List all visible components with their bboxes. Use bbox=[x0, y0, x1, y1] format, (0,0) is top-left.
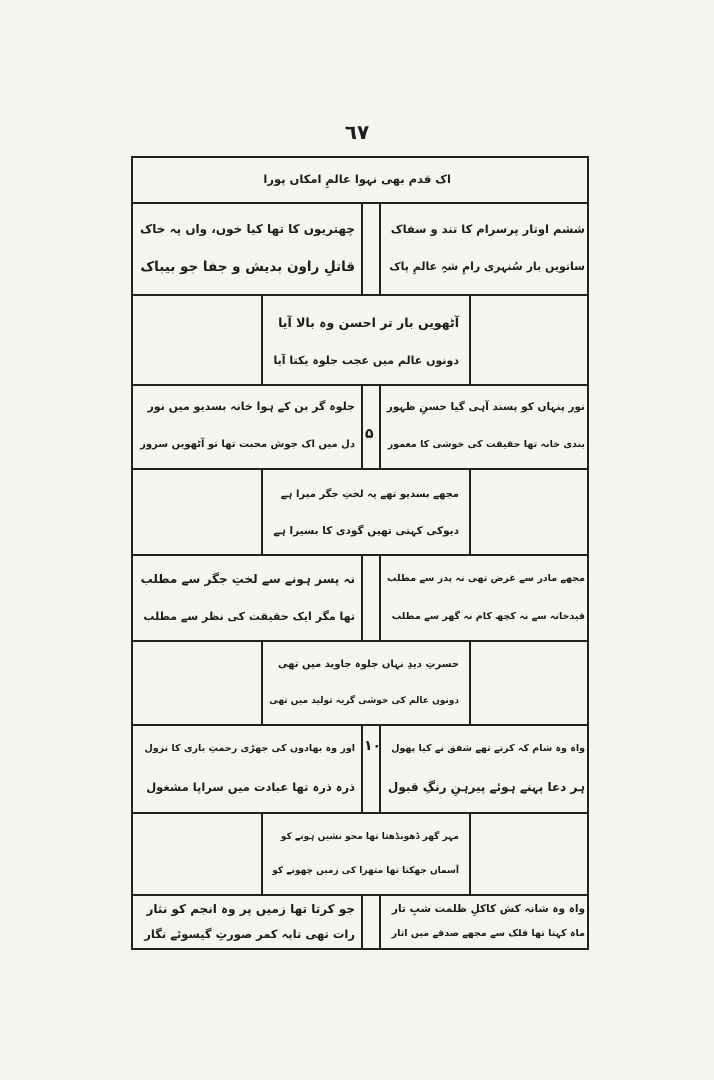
verse-line-right: ماہ کہتا تھا فلک سے مجھے صدقے میں اتار bbox=[391, 928, 585, 939]
verse-row-1 bbox=[133, 158, 587, 204]
verse-line-left: چھتریوں کا تھا کیا خوں، واں پہ خاک bbox=[139, 222, 355, 236]
verse-line-left: تھا مگر ایک حقیقت کی نظر سے مطلب bbox=[143, 610, 355, 623]
verse-number: ۵ bbox=[365, 426, 374, 442]
verse-line: مہر گھر ڈھونڈھتا تھا محو نشیں ہونے کو bbox=[280, 832, 459, 842]
verse-line: حسرتِ دیدِ نہاں جلوہ جاوید میں تھی bbox=[278, 659, 459, 670]
verse-line: اک قدم بھی نہوا عالمِ امکاں پورا bbox=[263, 172, 451, 186]
column-divider bbox=[261, 642, 263, 724]
verse-line-right: نور پنہاں کو پسند آہی گیا حسنِ ظہور bbox=[386, 401, 585, 413]
verse-row-8 bbox=[133, 726, 587, 814]
verse-line-right: مجھے مادر سے غرض تھی نہ پدر سے مطلب bbox=[387, 573, 585, 584]
verse-row-9 bbox=[133, 814, 587, 896]
verse-line-left: قاتلِ راون بدیش و جفا جو بیباک bbox=[140, 259, 355, 275]
page-number: ٦٧ bbox=[344, 120, 370, 144]
verse-row-5 bbox=[133, 470, 587, 556]
verse-line-left: جو کرتا تھا زمیں پر وہ انجم کو نثار bbox=[146, 902, 355, 916]
column-divider bbox=[361, 386, 363, 468]
verse-line-right: بندی خانہ تھا حقیقت کی خوشی کا معمور bbox=[387, 439, 585, 450]
verse-row-7 bbox=[133, 642, 587, 726]
verse-line-right: ششم اوتار پرسرام کا تند و سفاک bbox=[390, 222, 585, 236]
column-divider bbox=[261, 814, 263, 894]
verse-line-right: واہ وہ شام کہ کرتے تھے شفق نے کیا پھول bbox=[391, 743, 585, 754]
verse-line-left: ذرہ ذرہ تھا عبادت میں سراپا مشغول bbox=[146, 780, 355, 794]
verse-line-right: واہ وہ شانہ کش کاکلِ ظلمت شبِ تار bbox=[391, 903, 585, 915]
column-divider bbox=[379, 386, 381, 468]
verse-line: دونوں عالم میں عجب جلوہ یکتا آیا bbox=[273, 354, 459, 367]
column-divider bbox=[379, 204, 381, 294]
verse-line-right: ہر دعا پہنے ہوئے پیرہنِ رنگِ قبول bbox=[387, 780, 585, 794]
column-divider bbox=[261, 296, 263, 384]
column-divider bbox=[361, 204, 363, 294]
verse-row-3 bbox=[133, 296, 587, 386]
column-divider bbox=[379, 556, 381, 640]
verse-line-left: دل میں اک جوش محبت تھا تو آٹھویں سرور bbox=[140, 439, 355, 450]
column-divider bbox=[361, 896, 363, 948]
verse-line-right: قیدخانہ سے نہ کچھ کام نہ گھر سے مطلب bbox=[391, 611, 585, 622]
verse-line: دونوں عالم کی خوشی گریہ تولید میں تھی bbox=[269, 696, 459, 706]
verse-row-4 bbox=[133, 386, 587, 470]
verse-table bbox=[131, 156, 589, 950]
verse-line-left: رات تھی تابہ کمر صورتِ گیسوئے نگار bbox=[144, 927, 355, 941]
verse-row-6 bbox=[133, 556, 587, 642]
verse-row-2 bbox=[133, 204, 587, 296]
verse-number: ۱۰ bbox=[364, 738, 382, 754]
verse-line: آٹھویں بار تر احسن وہ بالا آیا bbox=[278, 315, 459, 330]
column-divider bbox=[469, 296, 471, 384]
verse-line: دیوکی کہتی تھیں گودی کا بسیرا ہے bbox=[273, 525, 459, 537]
verse-line-left: اور وہ بھادوں کی جھڑی رحمتِ باری کا نزول bbox=[144, 743, 355, 754]
column-divider bbox=[379, 896, 381, 948]
column-divider bbox=[361, 726, 363, 812]
column-divider bbox=[469, 814, 471, 894]
verse-row-10 bbox=[133, 896, 587, 948]
verse-line-left: جلوہ گر بن کے ہوا خانہ بسدیو میں نور bbox=[147, 400, 355, 413]
verse-line: مجھے بسدیو تھے یہ لختِ جگر میرا ہے bbox=[280, 489, 459, 500]
verse-line-left: نہ پسر ہونے سے لختِ جگر سے مطلب bbox=[140, 572, 355, 586]
column-divider bbox=[469, 470, 471, 554]
column-divider bbox=[361, 556, 363, 640]
verse-line-right: ساتویں بار سُنہری رامِ شہِ عالمِ پاک bbox=[389, 260, 585, 273]
column-divider bbox=[261, 470, 263, 554]
verse-line: آسماں جھکتا تھا متھرا کی زمیں چھونے کو bbox=[272, 866, 459, 876]
column-divider bbox=[469, 642, 471, 724]
